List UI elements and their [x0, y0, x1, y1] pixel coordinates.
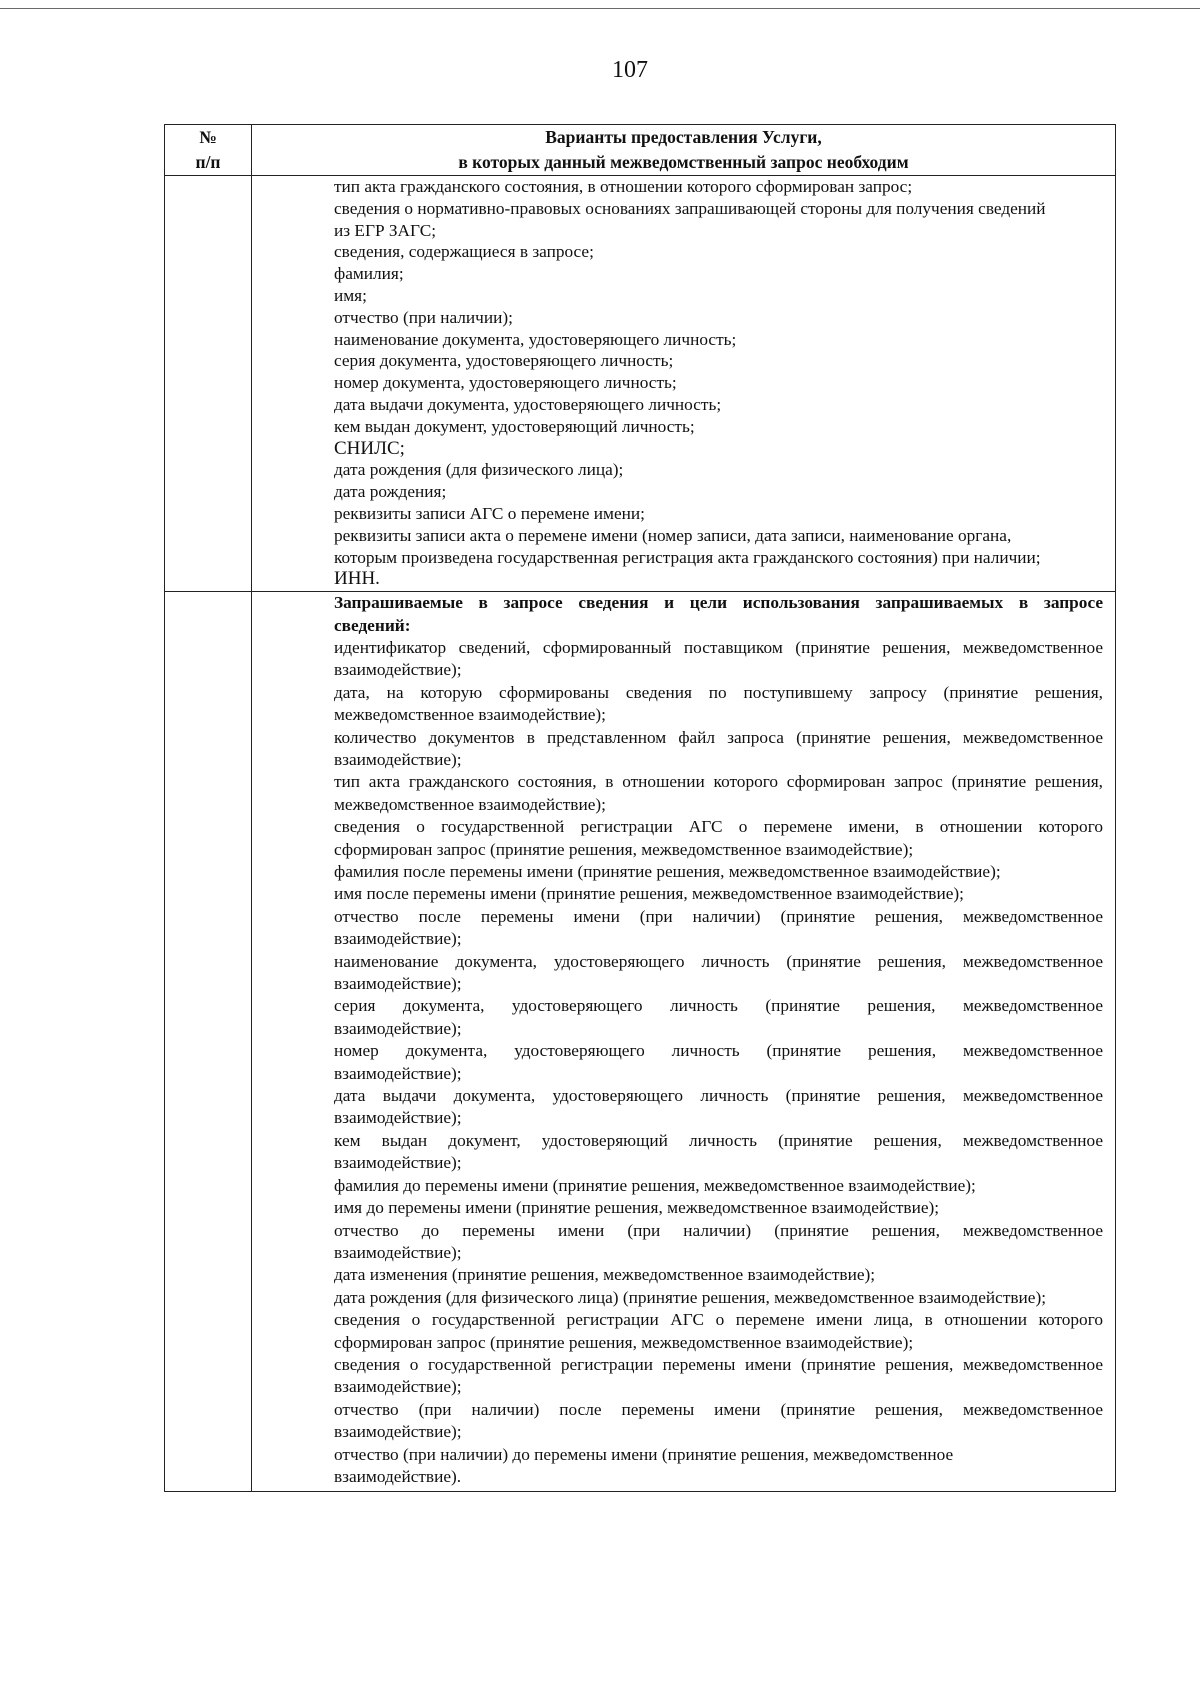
text-line: дата изменения (принятие решения, межведомственное взаимодействие); — [334, 1265, 876, 1285]
text-line: межведомственное взаимодействие); — [334, 705, 606, 725]
text-line: сведения о государственной регистрации перемены имени (принятие решения, межведомственное — [334, 1354, 1103, 1374]
text-line: дата рождения; — [334, 482, 447, 502]
text-line: отчество до перемены имени (при наличии) (принятие решения, межведомственное — [334, 1220, 1103, 1240]
row-number-cell — [165, 176, 252, 592]
text-line: отчество после перемены имени (при наличии) (принятие решения, межведомственное — [334, 906, 1103, 926]
text-line: дата выдачи документа, удостоверяющего личность; — [334, 394, 722, 414]
table-row — [165, 176, 1116, 592]
text-line: фамилия до перемены имени (принятие решения, межведомственное взаимодействие); — [334, 1175, 976, 1195]
text-line: отчество (при наличии) до перемены имени (принятие решения, межведомственное — [334, 1444, 954, 1464]
header-title-line-2: в которых данный межведомственный запрос необходим — [458, 152, 909, 172]
text-line: взаимодействие); — [334, 929, 462, 949]
row2-text-block — [252, 592, 1115, 1491]
text-line: кем выдан документ, удостоверяющий личность (принятие решения, межведомственное — [334, 1130, 1103, 1150]
text-line: отчество (при наличии) после перемены имени (принятие решения, межведомственное — [334, 1399, 1103, 1419]
text-line: реквизиты записи АГС о перемене имени; — [334, 503, 645, 523]
text-line: дата, на которую сформированы сведения по поступившему запросу (принятие решения, — [334, 682, 1103, 702]
text-line: номер документа, удостоверяющего личность; — [334, 373, 677, 393]
table-header-row — [165, 125, 1116, 176]
text-line: взаимодействие); — [334, 1422, 462, 1442]
page-number: 107 — [612, 57, 648, 83]
text-line: взаимодействие); — [334, 1377, 462, 1397]
text-line: дата выдачи документа, удостоверяющего личность (принятие решения, межведомственное — [334, 1086, 1103, 1106]
text-line: сведения о нормативно-правовых основаниях запрашивающей стороны для получения сведений — [334, 198, 1046, 218]
text-line: которым произведена государственная регистрация акта гражданского состояния) при наличии; — [334, 547, 1041, 567]
text-line: наименование документа, удостоверяющего личность; — [334, 329, 737, 349]
row2-heading-line-2: сведений: — [334, 615, 411, 635]
text-line: взаимодействие); — [334, 1108, 462, 1128]
text-line: серия документа, удостоверяющего личность (принятие решения, межведомственное — [334, 996, 1103, 1016]
text-line: тип акта гражданского состояния, в отношении которого сформирован запрос (принятие решения, — [334, 772, 1103, 792]
text-line: сведения о государственной регистрации АГС о перемене имени, в отношении которого — [334, 817, 1103, 837]
text-line: дата рождения (для физического лица); — [334, 460, 624, 480]
text-line: номер документа, удостоверяющего личность (принятие решения, межведомственное — [334, 1041, 1103, 1061]
text-line: количество документов в представленном файл запроса (принятие решения, межведомственное — [334, 727, 1103, 747]
text-line: дата рождения (для физического лица) (принятие решения, межведомственное взаимодействие); — [334, 1287, 1047, 1307]
text-line: ИНН. — [334, 568, 380, 590]
text-line: фамилия после перемены имени (принятие решения, межведомственное взаимодействие); — [334, 862, 1001, 882]
text-line: взаимодействие); — [334, 1018, 462, 1038]
row-number-cell — [165, 592, 252, 1492]
row-text-cell — [252, 176, 1116, 592]
text-line: взаимодействие); — [334, 1242, 462, 1262]
text-line: имя после перемены имени (принятие решения, межведомственное взаимодействие); — [334, 884, 964, 904]
text-line: СНИЛС; — [334, 437, 405, 459]
requests-table — [164, 124, 1116, 1492]
text-line: кем выдан документ, удостоверяющий личность; — [334, 416, 695, 436]
text-line: сведения о государственной регистрации АГС о перемене имени лица, в отношении которого — [334, 1310, 1103, 1330]
row-text-cell — [252, 592, 1116, 1492]
text-line: взаимодействие); — [334, 974, 462, 994]
header-number-abbr: п/п — [195, 152, 221, 172]
header-number-symbol: № — [199, 127, 217, 147]
text-line: взаимодействие); — [334, 1063, 462, 1083]
table-row — [165, 592, 1116, 1492]
header-title-cell — [252, 125, 1116, 176]
text-line: реквизиты записи акта о перемене имени (номер записи, дата записи, наименование органа, — [334, 525, 1012, 545]
text-line: наименование документа, удостоверяющего личность (принятие решения, межведомственное — [334, 951, 1103, 971]
text-line: взаимодействие). — [334, 1466, 462, 1486]
text-line: сведения, содержащиеся в запросе; — [334, 242, 594, 262]
text-line: взаимодействие); — [334, 660, 462, 680]
text-line: взаимодействие); — [334, 1153, 462, 1173]
text-line: межведомственное взаимодействие); — [334, 794, 606, 814]
text-line: имя до перемены имени (принятие решения, межведомственное взаимодействие); — [334, 1198, 940, 1218]
text-line: отчество (при наличии); — [334, 307, 513, 327]
text-line: серия документа, удостоверяющего личность; — [334, 351, 674, 371]
row2-heading-line-1: Запрашиваемые в запросе сведения и цели использования запрашиваемых в запросе — [334, 593, 1103, 613]
text-line: имя; — [334, 285, 367, 305]
text-line: сформирован запрос (принятие решения, межведомственное взаимодействие); — [334, 839, 914, 859]
text-line: тип акта гражданского состояния, в отношении которого сформирован запрос; — [334, 177, 913, 196]
text-line: сформирован запрос (принятие решения, межведомственное взаимодействие); — [334, 1332, 914, 1352]
text-line: взаимодействие); — [334, 749, 462, 769]
header-title-line-1: Варианты предоставления Услуги, — [545, 127, 822, 147]
top-rule — [0, 8, 1200, 9]
row1-text-block — [252, 176, 1115, 591]
text-line: идентификатор сведений, сформированный поставщиком (принятие решения, межведомственное — [334, 637, 1103, 657]
text-line: из ЕГР ЗАГС; — [334, 220, 437, 240]
header-number-cell — [165, 125, 252, 176]
text-line: фамилия; — [334, 264, 404, 284]
